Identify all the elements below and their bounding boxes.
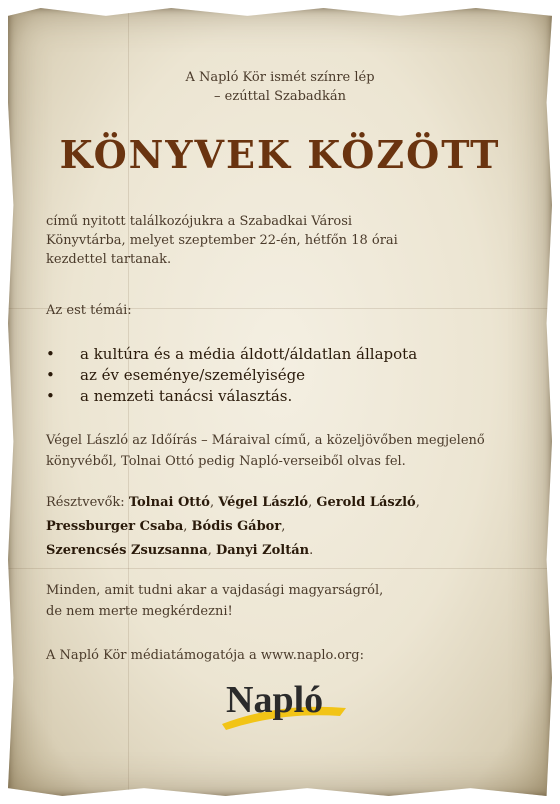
topic-item: • a kultúra és a média áldott/áldatlan állapota xyxy=(46,345,418,363)
poster-title: KÖNYVEK KÖZÖTT xyxy=(59,132,501,177)
participant-name: Bódis Gábor xyxy=(191,519,282,534)
participant-name: Tolnai Ottó xyxy=(128,495,210,510)
intro-line-1: A Napló Kör ismét színre lép xyxy=(185,70,375,85)
bullet-icon: • xyxy=(46,387,55,405)
participant-name: Végel László xyxy=(218,495,309,510)
topics-heading: Az est témái: xyxy=(46,303,132,318)
reading-line-2: könyvéből, Tolnai Ottó pedig Napló-verseiből olvas fel. xyxy=(46,454,406,469)
paper-crease xyxy=(8,568,552,569)
participant-name: Pressburger Csaba xyxy=(46,519,184,534)
participants-line-1: Résztvevők: Tolnai Ottó, Végel László, Gerold László, xyxy=(46,495,420,510)
participant-name: Szerencsés Zsuzsanna xyxy=(46,543,208,558)
participants-line-3: Szerencsés Zsuzsanna, Danyi Zoltán. xyxy=(46,543,314,558)
participant-name: Danyi Zoltán xyxy=(215,543,310,558)
closing-line-2: de nem merte megkérdezni! xyxy=(46,604,233,619)
reading-line-1: Végel László az Időírás – Máraival című, a közeljövőben megjelenő xyxy=(46,433,485,448)
bullet-icon: • xyxy=(46,366,55,384)
sponsor-line: A Napló Kör médiatámogatója a www.naplo.org: xyxy=(46,648,364,663)
participant-name: Gerold László xyxy=(316,495,416,510)
topic-item: • az év eseménye/személyisége xyxy=(46,366,306,384)
logo-wordmark: Napló xyxy=(226,679,324,721)
topic-item: • a nemzeti tanácsi választás. xyxy=(46,387,293,405)
invite-line-2: Könyvtárba, melyet szeptember 22-én, hétfőn 18 órai xyxy=(46,233,398,248)
invite-line-1: című nyitott találkozójukra a Szabadkai Városi xyxy=(46,214,353,229)
topics-list xyxy=(46,344,417,407)
naplo-logo xyxy=(220,672,350,732)
closing-line-1: Minden, amit tudni akar a vajdasági magyarságról, xyxy=(46,583,384,598)
participants-line-2: Pressburger Csaba, Bódis Gábor, xyxy=(46,519,286,534)
invite-line-3: kezdettel tartanak. xyxy=(46,252,172,267)
intro-line-2: – ezúttal Szabadkán xyxy=(214,89,346,104)
bullet-icon: • xyxy=(46,345,55,363)
